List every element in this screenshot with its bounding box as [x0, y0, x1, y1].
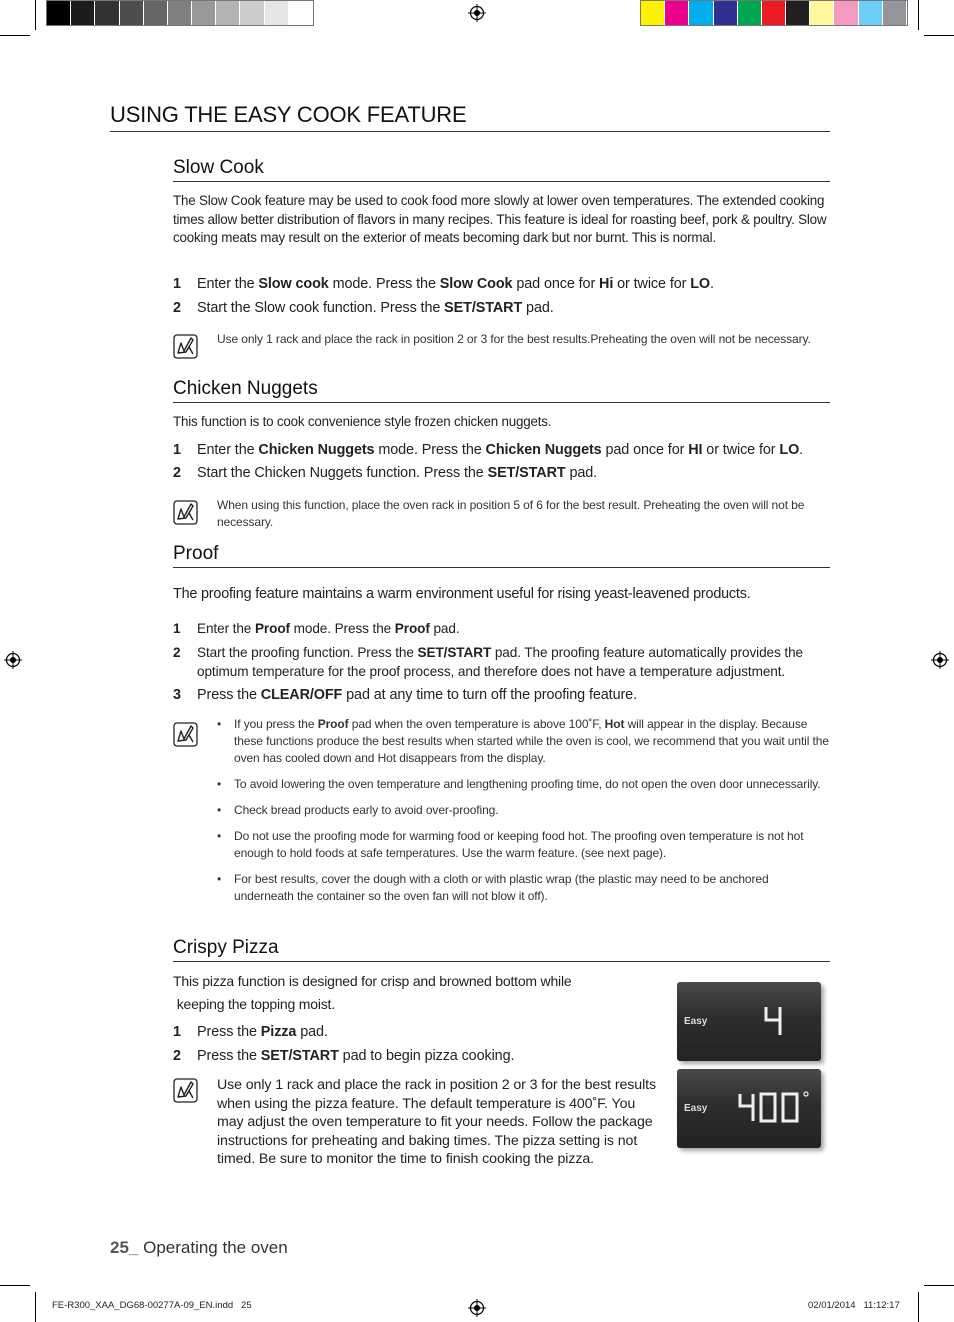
crop-mark — [918, 1292, 919, 1322]
proof-step — [173, 620, 830, 639]
crop-mark — [35, 1292, 36, 1322]
note-pencil-icon — [173, 500, 198, 525]
oven-display-panel — [677, 982, 821, 1061]
grayscale-color-bar — [46, 0, 314, 26]
seven-segment-readout — [737, 1091, 813, 1125]
color-swatch — [120, 1, 144, 25]
color-swatch — [265, 1, 289, 25]
registration-mark-icon — [468, 4, 486, 22]
step-text: Press the SET/START pad to begin pizza cooking. — [197, 1048, 515, 1064]
crop-mark — [924, 1285, 954, 1286]
step-number: 2 — [173, 465, 181, 481]
crispy-pizza-note: Use only 1 rack and place the rack in position 2 or 3 for the best results when using the pizza feature. The default temperature is 400˚F. You may adjust the oven temperature to fit your needs. Follow the package instructions for preheating and baking times. The pizza setting is not timed. Be sure to monitor the time to finish cooking the pizza. — [217, 1077, 656, 1168]
page-footer — [110, 1238, 288, 1258]
color-swatch — [714, 1, 738, 25]
color-swatch — [834, 1, 858, 25]
proof-intro: The proofing feature maintains a warm environment useful for rising yeast-leavened products. — [173, 586, 751, 602]
file-slug: FE-R300_XAA_DG68-00277A-09_EN.indd 25 — [52, 1300, 252, 1311]
seven-segment-readout — [763, 1005, 783, 1037]
step-number: 1 — [173, 621, 181, 636]
note-pencil-icon — [173, 1078, 198, 1103]
color-swatch — [738, 1, 762, 25]
step-number: 1 — [173, 1024, 181, 1040]
list-item: • Do not use the proofing mode for warming food or keeping food hot. The proofing oven temperature is not hot enough to hold foods at safe temperatures. Use the warm feature. (see next page). — [217, 828, 829, 862]
list-item: • For best results, cover the dough with a cloth or with plastic wrap (the plastic may need to be anchored underneath the container so the oven fan will not blow it off). — [217, 871, 829, 905]
proof-step — [173, 686, 830, 705]
slow-cook-step — [173, 275, 830, 294]
color-swatch — [665, 1, 689, 25]
list-item: • If you press the Proof pad when the oven temperature is above 100˚F, Hot will appear in the display. Because these functions produce the best results when started while the oven is cool, we recommend that you wait until the oven has cooled down and Hot disappears from the display. — [217, 716, 829, 767]
list-item: • Check bread products early to avoid over-proofing. — [217, 802, 829, 819]
list-item: • To avoid lowering the oven temperature and lengthening proofing time, do not open the oven door unnecessarily. — [217, 776, 829, 793]
color-swatch — [762, 1, 786, 25]
page-number: 25_ — [110, 1238, 139, 1257]
color-swatch — [95, 1, 119, 25]
color-swatch — [47, 1, 71, 25]
crop-mark — [0, 1285, 30, 1286]
step-number: 1 — [173, 276, 181, 292]
color-swatch — [240, 1, 264, 25]
step-text: Enter the Proof mode. Press the Proof pad. — [197, 621, 460, 636]
registration-mark-icon — [931, 651, 949, 669]
crispy-pizza-step — [173, 1023, 653, 1042]
step-text: Start the Chicken Nuggets function. Press the SET/START pad. — [197, 465, 598, 481]
chicken-nuggets-note: When using this function, place the oven rack in position 5 of 6 for the best result. Preheating the oven will not be necessary. — [217, 498, 805, 529]
crispy-pizza-intro-line1: This pizza function is designed for crisp and browned bottom while — [173, 973, 572, 989]
crispy-pizza-intro-line2: keeping the topping moist. — [173, 996, 335, 1012]
crop-mark — [35, 0, 36, 30]
proof-notes-list — [217, 716, 829, 914]
step-text: Start the proofing function. Press the SET/START pad. The proofing feature automatically provides the optimum temperature for the proof process, and therefore does not have a temperature adjustment. — [197, 645, 803, 679]
color-swatch — [71, 1, 95, 25]
registration-mark-icon — [4, 651, 22, 669]
cmyk-color-bar — [640, 0, 908, 26]
display-mode-label: Easy — [684, 1016, 708, 1027]
chicken-nuggets-step — [173, 464, 830, 483]
color-swatch — [192, 1, 216, 25]
slow-cook-intro: The Slow Cook feature may be used to cook food more slowly at lower oven temperatures. The extended cooking times allow better distribution of flavors in many recipes. This feature is ideal for roasting beef, pork & poultry. Slow cooking meats may result on the exterior of meats becoming dark but nor burnt. This is normal. — [173, 193, 827, 245]
step-number: 3 — [173, 687, 181, 703]
section-heading-crispy-pizza: Crispy Pizza — [173, 936, 830, 962]
date-slug: 02/01/2014 11:12:17 — [808, 1300, 900, 1311]
step-text: Enter the Chicken Nuggets mode. Press the Chicken Nuggets pad once for HI or twice for LO. — [197, 442, 804, 458]
registration-mark-icon — [468, 1299, 486, 1317]
crop-mark — [918, 0, 919, 30]
step-number: 2 — [173, 300, 181, 316]
section-heading-proof: Proof — [173, 542, 830, 568]
page-title: USING THE EASY COOK FEATURE — [110, 101, 830, 132]
step-number: 2 — [173, 645, 181, 660]
section-heading-slow-cook: Slow Cook — [173, 156, 830, 182]
section-name: Operating the oven — [138, 1238, 288, 1257]
slow-cook-note: Use only 1 rack and place the rack in position 2 or 3 for the best results.Preheating the oven will not be necessary. — [217, 332, 811, 346]
step-text: Start the Slow cook function. Press the SET/START pad. — [197, 300, 554, 316]
step-text: Press the CLEAR/OFF pad at any time to turn off the proofing feature. — [197, 687, 637, 703]
color-swatch — [641, 1, 665, 25]
color-swatch — [859, 1, 883, 25]
note-pencil-icon — [173, 722, 198, 747]
step-number: 1 — [173, 442, 181, 458]
note-pencil-icon — [173, 334, 198, 359]
color-swatch — [216, 1, 240, 25]
crop-mark — [924, 35, 954, 36]
crop-mark — [0, 35, 30, 36]
color-swatch — [689, 1, 713, 25]
color-swatch — [786, 1, 810, 25]
slow-cook-step — [173, 299, 830, 318]
crispy-pizza-step — [173, 1047, 653, 1066]
oven-display-panel — [677, 1069, 821, 1148]
section-heading-chicken-nuggets: Chicken Nuggets — [173, 377, 830, 403]
color-swatch — [289, 1, 313, 25]
display-mode-label: Easy — [684, 1103, 708, 1114]
color-swatch — [883, 1, 907, 25]
color-swatch — [144, 1, 168, 25]
color-swatch — [810, 1, 834, 25]
proof-step — [173, 644, 830, 681]
step-number: 2 — [173, 1048, 181, 1064]
color-swatch — [168, 1, 192, 25]
step-text: Press the Pizza pad. — [197, 1024, 328, 1040]
step-text: Enter the Slow cook mode. Press the Slow Cook pad once for Hi or twice for LO. — [197, 276, 714, 292]
chicken-nuggets-intro: This function is to cook convenience style frozen chicken nuggets. — [173, 414, 552, 429]
chicken-nuggets-step — [173, 441, 830, 460]
